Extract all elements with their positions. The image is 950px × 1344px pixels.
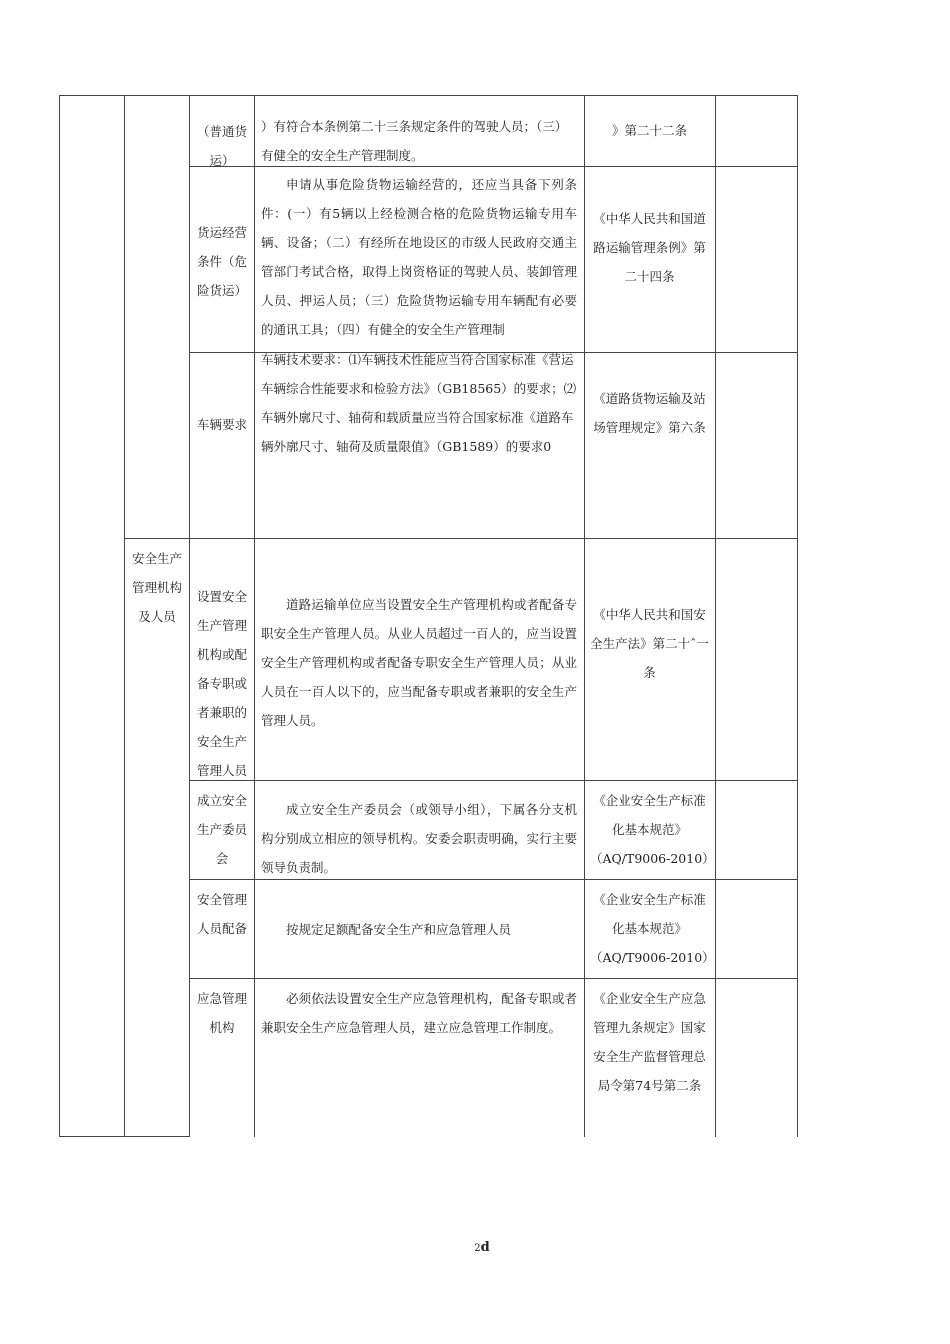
column-divider-sub <box>189 95 190 1137</box>
basis-cell: 《企业安全生产标准化基本规范》（AQ/T9006-2010） <box>590 793 715 866</box>
column-divider-basis <box>584 95 585 1137</box>
row-divider <box>124 538 797 539</box>
table-top-border <box>59 95 797 96</box>
row-divider <box>189 978 797 979</box>
basis-cell: 《企业安全生产应急管理九条规定》国家安全生产监督管理总局令第74号第二条 <box>593 991 706 1093</box>
requirement-cell: ）有符合本条例第二十三条规定条件的驾驶人员；（三）有健全的安全生产管理制度。 <box>261 119 568 163</box>
requirement-cell: 成立安全生产委员会（或领导小组），下属各分支机构分别成立相应的领导机构。安委会职责明确，实行主要领导负责制。 <box>261 802 577 875</box>
requirement-cell: 道路运输单位应当设置安全生产管理机构或者配备专职安全生产管理人员。从业人员超过一百人的，应当设置安全生产管理机构或者配备专职安全生产管理人员；从业人员在一百人以下的，应当配备专职或者兼职的安全生产管理人员。 <box>261 597 577 728</box>
table-bottom-border <box>59 1136 190 1137</box>
requirement-cell: 按规定足额配备安全生产和应急管理人员 <box>286 922 512 937</box>
page-number-suffix: d <box>480 1240 490 1255</box>
sub-item-cell: 设置安全生产管理机构或配备专职或者兼职的安全生产管理人员 <box>196 589 247 778</box>
requirement-cell: 必须依法设置安全生产应急管理机构，配备专职或者兼职安全生产应急管理人员，建立应急管理工作制度。 <box>261 991 577 1035</box>
table-right-border <box>797 95 798 1137</box>
requirement-cell: 车辆技术要求：⑴车辆技术性能应当符合国家标准《营运车辆综合性能要求和检验方法》（GB18565）的要求；⑵车辆外廓尺寸、轴荷和载质量应当符合国家标准《道路车辆外廓尺寸、轴荷及质量限值》（GB1589）的要求0 <box>261 352 577 454</box>
sub-item-cell: 车辆要求 <box>196 417 247 432</box>
sub-item-cell: 应急管理机构 <box>196 991 247 1035</box>
table-left-border <box>59 95 60 1137</box>
page-number-prefix: 2 <box>474 1243 481 1254</box>
basis-cell: 《中华人民共和国安全生产法》第二十ˆ一条 <box>590 607 709 680</box>
sub-item-cell: （普通货运） <box>196 124 247 168</box>
category-cell: 安全生产管理机构及人员 <box>131 551 182 624</box>
row-divider <box>189 780 797 781</box>
basis-cell: 《企业安全生产标准化基本规范》（AQ/T9006-2010） <box>590 892 715 965</box>
sub-item-cell: 货运经营条件（危险货运） <box>196 225 247 298</box>
basis-cell: 》第二十二条 <box>611 123 687 138</box>
column-divider-requirement <box>254 95 255 1137</box>
sub-item-cell: 安全管理人员配备 <box>196 892 247 936</box>
requirement-cell: 申请从事危险货物运输经营的，还应当具备下列条件：(一）有5辆以上经检测合格的危险货物运输专用车辆、设备；（二）有经所在地设区的市级人民政府交通主管部门考试合格，取得上岗资格证的驾驶人员、装卸管理人员、押运人员；（三）危险货物运输专用车辆配有必要的通讯工具；（四）有健全的安全生产管理制 <box>261 177 577 337</box>
column-divider-remark <box>715 95 716 1137</box>
page-number <box>462 1240 502 1255</box>
sub-item-cell: 成立安全生产委员会 <box>196 793 247 866</box>
basis-cell: 《中华人民共和国道路运输管理条例》第二十四条 <box>593 211 706 284</box>
column-divider-category <box>124 95 125 1137</box>
basis-cell: 《道路货物运输及站场管理规定》第六条 <box>593 391 706 435</box>
